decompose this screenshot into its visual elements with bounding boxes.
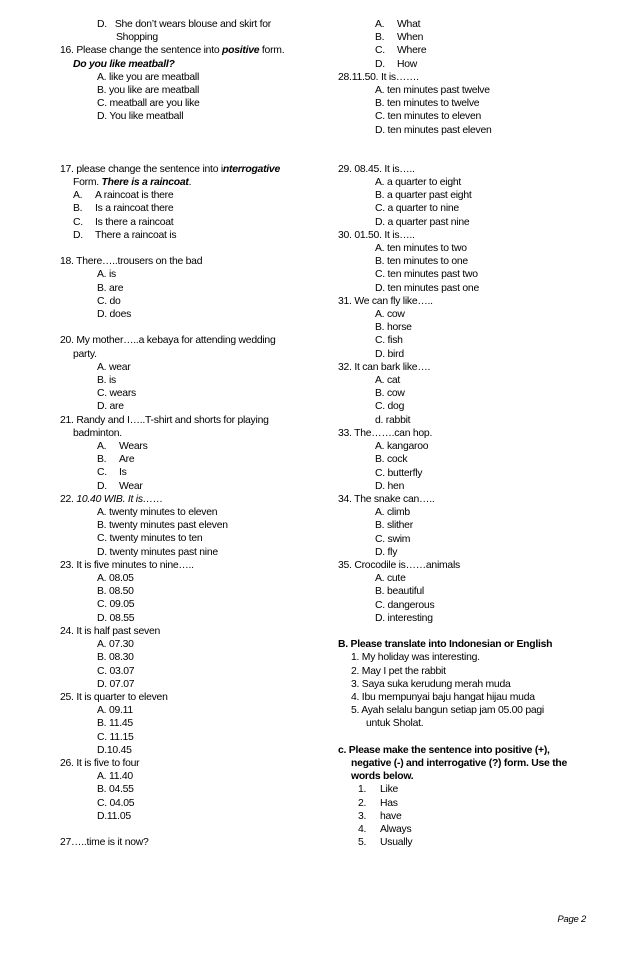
q29-option-a: A. a quarter to eight — [375, 177, 462, 189]
q21-stem-2: badminton. — [73, 427, 122, 439]
q17-stem-em: nterrogative — [222, 163, 280, 175]
q18-stem: 18. There…..trousers on the bad — [60, 256, 203, 268]
option-letter: D. — [73, 229, 83, 241]
q15-option-d — [60, 18, 322, 31]
q31-stem: 31. We can fly like….. — [338, 295, 433, 307]
q25-stem: 25. It is quarter to eleven — [60, 691, 168, 703]
word-text: Like — [380, 784, 399, 796]
q22-stem — [60, 493, 322, 506]
q17-stem2-pre: Form. — [73, 177, 102, 189]
option-letter: A. — [375, 19, 385, 30]
section-c-title: c. Please make the sentence into positive (+), — [338, 744, 550, 756]
option-text: Wear — [119, 480, 143, 492]
q16-stem — [60, 44, 322, 57]
word-text: Has — [380, 797, 398, 809]
word-text: Usually — [380, 837, 413, 849]
q30-option-b: B. ten minutes to one — [375, 256, 468, 268]
q35-option-a: A. cute — [375, 573, 406, 585]
q25-option-b: B. 11.45 — [97, 718, 133, 730]
q20-option-a: A. wear — [97, 361, 131, 373]
q31-option-b: B. horse — [375, 322, 412, 334]
q16-stem-post: form. — [259, 45, 285, 57]
q20-option-b: B. is — [97, 375, 116, 387]
q25-option-c: C. 11.15 — [97, 731, 134, 743]
q27-stem: 27…..time is it now? — [60, 837, 149, 849]
section-b-item-1: 1. My holiday was interesting. — [351, 652, 480, 664]
q24-option-d: D. 07.07 — [97, 678, 135, 690]
right-column — [338, 18, 600, 849]
section-c-word-1 — [338, 783, 600, 796]
q27-option-d — [338, 58, 600, 71]
q16-option-d: D. You like meatball — [97, 111, 184, 123]
q18-option-c: C. do — [97, 295, 121, 307]
q29-stem: 29. 08.45. It is….. — [338, 163, 415, 175]
option-text: Where — [397, 45, 427, 57]
q22-stem-em: 10.40 WIB. It is…… — [76, 493, 164, 505]
option-letter: B. — [73, 203, 83, 215]
q26-option-d: D.11.05 — [97, 810, 131, 822]
q24-option-c: C. 03.07 — [97, 665, 135, 677]
q35-option-d: D. interesting — [375, 612, 433, 624]
q28-option-a: A. ten minutes past twelve — [375, 85, 490, 97]
q17-option-c — [60, 216, 322, 229]
section-b-item-5-cont: untuk Sholat. — [366, 718, 424, 730]
q22-option-a: A. twenty minutes to eleven — [97, 507, 218, 519]
q34-option-c: C. swim — [375, 533, 411, 545]
q34-option-a: A. climb — [375, 507, 410, 519]
q17-stem — [60, 163, 322, 176]
q29-option-d: D. a quarter past nine — [375, 216, 470, 228]
q17-stem2-post: . — [188, 177, 192, 189]
q17-stem2-em: There is a raincoat — [101, 177, 189, 189]
word-num: 2. — [358, 797, 367, 809]
option-letter: A. — [73, 190, 83, 202]
option-letter: C. — [375, 45, 385, 57]
option-text: She don’t wears blouse and skirt for — [114, 19, 272, 30]
option-text: Is there a raincoat — [95, 216, 174, 228]
section-b-item-2: 2. May I pet the rabbit — [351, 665, 446, 677]
q18-option-b: B. are — [97, 282, 124, 294]
q28-stem: 28.11.50. It is……. — [338, 71, 419, 83]
q17-num: 17. — [60, 163, 74, 175]
q16-stem-em: positive — [222, 45, 260, 57]
section-c-word-4 — [338, 823, 600, 836]
q31-option-a: A. cow — [375, 309, 405, 321]
q34-option-d: D. fly — [375, 546, 398, 558]
q16-stem-pre: Please change the sentence into — [76, 45, 223, 57]
option-letter: C. — [73, 216, 83, 228]
q31-option-c: C. fish — [375, 335, 403, 347]
q26-option-c: C. 04.05 — [97, 797, 135, 809]
q28-option-c: C. ten minutes to eleven — [375, 111, 482, 123]
section-c-word-2 — [338, 797, 600, 810]
option-letter: D. — [97, 19, 107, 30]
word-text: Always — [380, 823, 412, 835]
option-text: There a raincoat is — [95, 229, 177, 241]
q21-option-a — [60, 440, 322, 453]
q25-option-d: D.10.45 — [97, 744, 132, 756]
q20-option-d: D. are — [97, 401, 124, 413]
q35-option-b: B. beautiful — [375, 586, 424, 598]
q32-option-d: d. rabbit — [375, 414, 411, 426]
left-column — [60, 18, 322, 849]
q28-option-b: B. ten minutes to twelve — [375, 98, 480, 110]
q33-option-c: C. butterfly — [375, 467, 423, 479]
q20-stem: 20. My mother…..a kebaya for attending wedding — [60, 335, 276, 347]
q26-option-b: B. 04.55 — [97, 784, 134, 796]
q23-option-c: C. 09.05 — [97, 599, 135, 611]
q24-stem: 24. It is half past seven — [60, 625, 161, 637]
q29-option-b: B. a quarter past eight — [375, 190, 472, 202]
q17-stem-2 — [60, 176, 322, 189]
option-text: Wears — [119, 441, 148, 453]
q24-option-b: B. 08.30 — [97, 652, 134, 664]
option-text: When — [397, 32, 424, 44]
q34-option-b: B. slither — [375, 520, 413, 532]
q31-option-d: D. bird — [375, 348, 404, 360]
q32-option-b: B. cow — [375, 388, 405, 400]
q24-option-a: A. 07.30 — [97, 639, 134, 651]
q21-option-b — [60, 453, 322, 466]
section-c-title-2: negative (-) and interrogative (?) form. Use the — [351, 757, 568, 769]
q16-option-a: A. like you are meatball — [97, 71, 200, 83]
option-text: Are — [119, 454, 135, 466]
q20-option-c: C. wears — [97, 388, 136, 400]
q22-option-c: C. twenty minutes to ten — [97, 533, 203, 545]
q23-option-b: B. 08.50 — [97, 586, 134, 598]
q30-stem: 30. 01.50. It is….. — [338, 229, 415, 241]
q17-option-b — [60, 202, 322, 215]
q35-option-c: C. dangerous — [375, 599, 435, 611]
section-c-title-3: words below. — [351, 771, 414, 783]
q17-stem-pre: please change the sentence into i — [76, 163, 223, 175]
q23-option-a: A. 08.05 — [97, 573, 134, 585]
option-letter: B. — [97, 454, 107, 466]
q23-stem: 23. It is five minutes to nine….. — [60, 559, 194, 571]
option-letter: D. — [375, 58, 385, 70]
word-text: have — [380, 810, 402, 822]
section-b-item-3: 3. Saya suka kerudung merah muda — [351, 678, 511, 690]
word-num: 1. — [358, 784, 367, 796]
q20-stem-2: party. — [73, 348, 97, 360]
option-text: How — [397, 58, 418, 70]
q18-option-d: D. does — [97, 309, 132, 321]
section-b-item-4: 4. Ibu mempunyai baju hangat hijau muda — [351, 691, 535, 703]
option-letter: A. — [97, 441, 107, 453]
q16-prompt: Do you like meatball? — [73, 58, 175, 70]
q21-stem: 21. Randy and I…..T-shirt and shorts for playing — [60, 414, 269, 426]
word-num: 5. — [358, 837, 367, 849]
option-text: Is — [119, 467, 127, 479]
q33-stem: 33. The…….can hop. — [338, 427, 433, 439]
option-letter: C. — [97, 467, 107, 479]
q27-option-b — [338, 31, 600, 44]
option-letter: D. — [97, 480, 107, 492]
q30-option-d: D. ten minutes past one — [375, 282, 479, 294]
q29-option-c: C. a quarter to nine — [375, 203, 459, 215]
q25-option-a: A. 09.11 — [97, 705, 133, 717]
q33-option-a: A. kangaroo — [375, 441, 429, 453]
q15-option-d-cont: Shopping — [116, 32, 158, 44]
section-b-item-5: 5. Ayah selalu bangun setiap jam 05.00 pagi — [351, 705, 544, 717]
page-number: Page 2 — [557, 914, 586, 925]
option-text: Is a raincoat there — [95, 203, 174, 215]
q34-stem: 34. The snake can….. — [338, 493, 435, 505]
q17-option-d — [60, 229, 322, 242]
section-c-word-5 — [338, 836, 600, 849]
q21-option-c — [60, 466, 322, 479]
q30-option-a: A. ten minutes to two — [375, 243, 467, 255]
q21-option-d — [60, 480, 322, 493]
q28-option-d: D. ten minutes past eleven — [375, 124, 492, 136]
word-num: 3. — [358, 810, 367, 822]
q16-option-b: B. you like are meatball — [97, 85, 200, 97]
q26-stem: 26. It is five to four — [60, 757, 140, 769]
q23-option-d: D. 08.55 — [97, 612, 135, 624]
q22-option-b: B. twenty minutes past eleven — [97, 520, 228, 532]
q32-stem: 32. It can bark like…. — [338, 361, 431, 373]
q27-option-c — [338, 44, 600, 57]
q30-option-c: C. ten minutes past two — [375, 269, 478, 281]
q18-option-a: A. is — [97, 269, 116, 281]
option-text: What — [397, 19, 421, 30]
section-c-word-3 — [338, 810, 600, 823]
q33-option-b: B. cock — [375, 454, 408, 466]
q22-option-d: D. twenty minutes past nine — [97, 546, 218, 558]
q32-option-c: C. dog — [375, 401, 405, 413]
q16-option-c: C. meatball are you like — [97, 98, 200, 110]
word-num: 4. — [358, 823, 367, 835]
option-letter: B. — [375, 32, 385, 44]
q16-num: 16. — [60, 45, 74, 57]
q27-option-a — [338, 18, 600, 31]
q32-option-a: A. cat — [375, 375, 401, 387]
option-text: A raincoat is there — [95, 190, 174, 202]
q17-option-a — [60, 189, 322, 202]
section-b-title: B. Please translate into Indonesian or English — [338, 639, 553, 651]
q33-option-d: D. hen — [375, 480, 405, 492]
q22-num: 22. — [60, 493, 74, 505]
q26-option-a: A. 11.40 — [97, 771, 133, 783]
q35-stem: 35. Crocodile is……animals — [338, 559, 460, 571]
